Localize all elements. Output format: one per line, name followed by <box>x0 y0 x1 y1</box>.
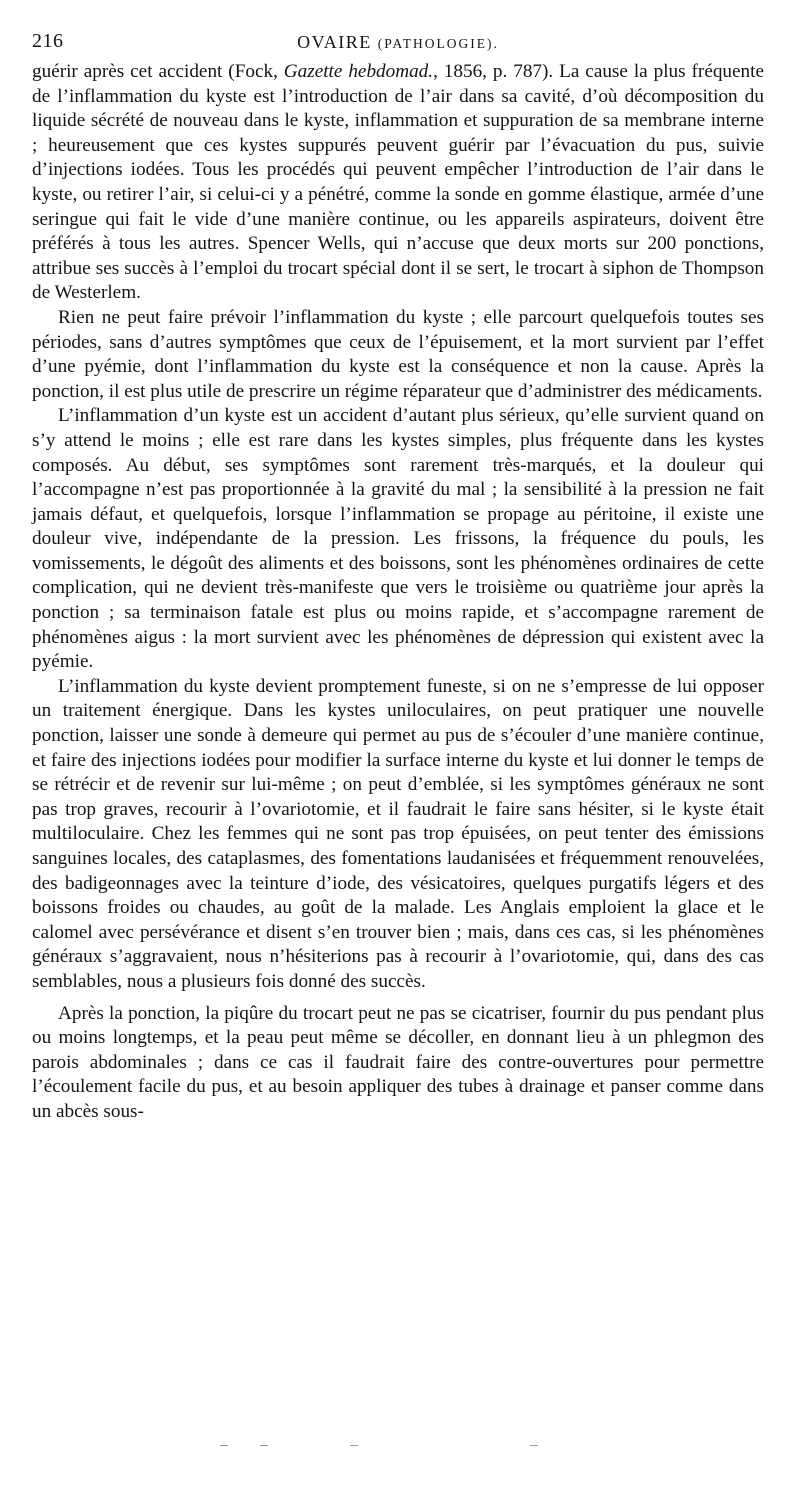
paragraph-text: L’inflammation d’un kyste est un accident d’autant plus sérieux, qu’elle survient quand on s’y attend le moins ; elle est rare dans les kystes simples, plus fréquente dans les kystes composés. Au début, ses symptômes sont rarement très-marqués, et la douleur qui l’accompagne n’est pas proportionnée à la gravité du mal ; la sensibilité à la pression ne fait jamais défaut, et quelquefois, lorsque l’inflammation se propage au péritoine, il existe une douleur vive, indépendante de la pression. Les frissons, la fréquence du pouls, les vomissements, le dégoût des aliments et des boissons, sont les phénomènes ordinaires de cette complication, qui ne devient très-manifeste que vers le troisième ou quatrième jour après la ponction ; sa terminaison fatale est plus ou moins rapide, et s’accompagne rarement de phénomènes aigus : la mort survient avec les phénomènes de dépression qui existent avec la pyémie. <box>32 405 764 673</box>
running-header <box>32 30 764 60</box>
paragraph <box>32 675 764 995</box>
paragraph-text: Après la ponction, la piqûre du trocart peut ne pas se cicatriser, fournir du pus pendant plus ou moins longtemps, et la peau peut même se décoller, en donnant lieu à un phlegmon des parois abdominales ; dans ce cas il faudrait faire des contre-ouvertures pour permettre l’écoulement facile du pus, et au besoin appliquer des tubes à drainage et panser comme dans un abcès sous- <box>32 1002 764 1122</box>
paragraph-text: Rien ne peut faire prévoir l’inflammation du kyste ; elle parcourt quelquefois toutes ses périodes, sans d’autres symptômes que ceux de l’épuisement, et la mort survient par l’effet d’une pyémie, dont l’inflammation du kyste est la conséquence et non la cause. Après la ponction, il est plus utile de prescrire un régime réparateur que d’administrer des médicaments. <box>32 306 764 402</box>
paragraph <box>32 1002 764 1125</box>
footer-marks <box>200 1445 550 1451</box>
paragraph <box>32 404 764 675</box>
paragraph-text: guérir après cet accident (Fock, <box>32 61 284 82</box>
running-title-main: OVAIRE <box>297 32 372 52</box>
running-title-sub: (PATHOLOGIE). <box>377 36 499 51</box>
page-number: 216 <box>32 30 64 52</box>
body-text <box>32 60 764 1125</box>
book-page <box>32 30 764 1125</box>
paragraph-text: , 1856, p. 787). La cause la plus fréquente de l’inflammation du kyste est l’introduction de l’air dans sa cavité, d’où décomposition du liquide sécrété de nouveau dans le kyste, inflammation et suppuration de sa membrane interne ; heureusement que ces kystes suppurés peuvent guérir par l’évacuation du pus, suivie d’injections iodées. Tous les procédés qui peuvent empêcher l’introduction de l’air dans le kyste, ou retirer l’air, si celui-ci y a pénétré, comme la sonde en gomme élastique, armée d’une seringue qui fait le vide d’une manière continue, ou les appareils aspirateurs, doivent être préférés à tous les autres. Spencer Wells, qui n’accuse que deux morts sur 200 ponctions, attribue ses succès à l’emploi du trocart spécial dont il se sert, le trocart à siphon de Thompson de Westerlem. <box>32 61 764 304</box>
paragraph-text: L’inflammation du kyste devient promptement funeste, si on ne s’empresse de lui opposer un traitement énergique. Dans les kystes uniloculaires, on peut pratiquer une nouvelle ponction, laisser une sonde à demeure qui permet au pus de s’écouler d’une manière continue, et faire des injections iodées pour modifier la surface interne du kyste et lui donner le temps de se rétrécir et de revenir sur lui-même ; on peut d’emblée, si les symptômes généraux ne sont pas trop graves, recourir à l’ovariotomie, et il faudrait le faire sans hésiter, si le kyste était multiloculaire. Chez les femmes qui ne sont pas trop épuisées, on peut tenter des émissions sanguines locales, des cataplasmes, des fomentations laudanisées et fréquemment renouvelées, des badigeonnages avec la teinture d’iode, des vésicatoires, quelques purgatifs légers et des boissons froides ou chaudes, au goût de la malade. Les Anglais emploient la glace et le calomel avec persévérance et disent s’en trouver bien ; mais, dans ces cas, si les phénomènes généraux s’aggravaient, nous n’hésiterions pas à recourir à l’ovariotomie, qui, dans des cas semblables, nous a plusieurs fois donné des succès. <box>32 675 764 992</box>
paragraph <box>32 306 764 404</box>
paragraph <box>32 60 764 306</box>
running-title <box>32 32 764 53</box>
italic-citation: Gazette hebdomad. <box>283 61 434 82</box>
